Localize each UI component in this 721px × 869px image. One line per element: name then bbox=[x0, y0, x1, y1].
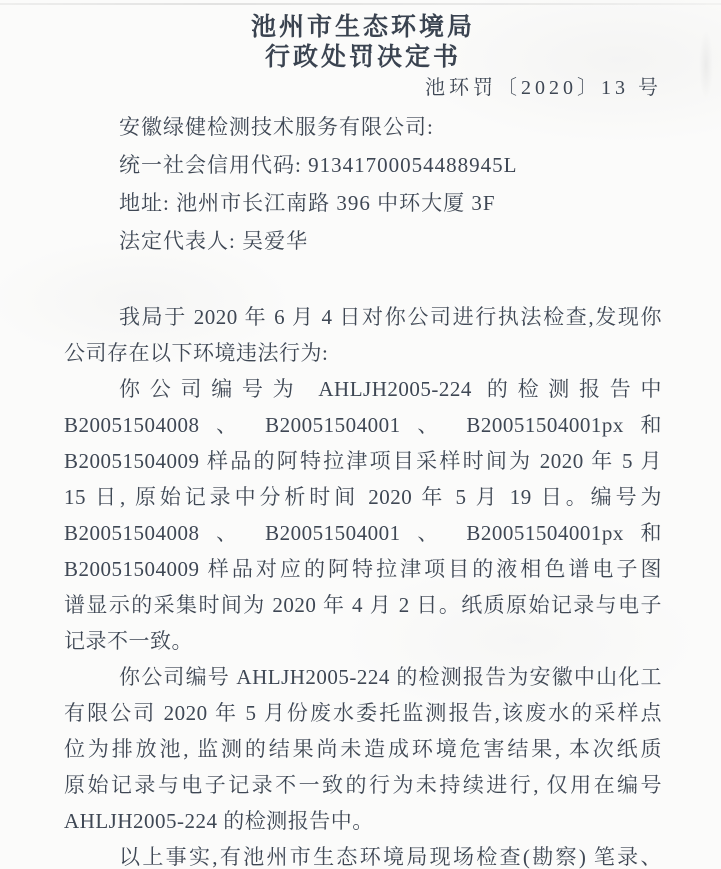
title-agency: 池州市生态环境局 bbox=[250, 14, 475, 41]
document-number: 池环罚〔2020〕13 号 bbox=[425, 77, 662, 99]
body-line: B20051504008 、 B20051504001 、 B20051504001px 和 bbox=[64, 521, 662, 545]
body-line: B20051504008 、 B20051504001 、 B20051504001px 和 bbox=[64, 413, 662, 437]
recipient-legal-representative: 法定代表人: 吴爱华 bbox=[119, 229, 309, 253]
recipient-credit-code: 统一社会信用代码: 91341700054488945L bbox=[119, 153, 518, 177]
title-doc-type: 行政处罚决定书 bbox=[264, 44, 461, 71]
body-line: 有限公司 2020 年 5 月份废水委托监测报告,该废水的采样点 bbox=[64, 701, 662, 725]
body-line: 位为排放池, 监测的结果尚未造成环境危害结果, 本次纸质 bbox=[64, 737, 662, 761]
scan-smudge-artifact bbox=[699, 30, 713, 100]
body-line: 谱显示的采集时间为 2020 年 4 月 2 日。纸质原始记录与电子 bbox=[64, 593, 662, 617]
body-line: 记录不一致。 bbox=[64, 629, 193, 653]
body-paragraph bbox=[64, 659, 662, 839]
document-title bbox=[64, 13, 662, 73]
body-paragraph bbox=[64, 371, 662, 659]
body-line: 我局于 2020 年 6 月 4 日对你公司进行执法检查,发现你 bbox=[119, 305, 662, 329]
body-line: 你公司编号为 AHLJH2005-224 的检测报告中 bbox=[119, 377, 662, 401]
body-line: 15 日, 原始记录中分析时间 2020 年 5 月 19 日。编号为 bbox=[64, 485, 662, 509]
body-line: 原始记录与电子记录不一致的行为未持续进行, 仅用在编号 bbox=[64, 773, 662, 797]
body-line: 以上事实,有池州市生态环境局现场检查(勘察) 笔录、 bbox=[119, 845, 662, 869]
recipient-block bbox=[119, 108, 662, 260]
body-paragraph bbox=[64, 839, 662, 869]
body-line: B20051504009 样品的阿特拉津项目采样时间为 2020 年 5 月 bbox=[64, 449, 662, 473]
scan-edge-artifact bbox=[0, 3, 721, 5]
body-line: 你公司编号 AHLJH2005-224 的检测报告为安徽中山化工 bbox=[119, 665, 662, 689]
recipient-address: 地址: 池州市长江南路 396 中环大厦 3F bbox=[119, 191, 496, 215]
body-line: B20051504009 样品对应的阿特拉津项目的液相色谱电子图 bbox=[64, 557, 662, 581]
document-body bbox=[64, 299, 662, 869]
body-line: AHLJH2005-224 的检测报告中。 bbox=[64, 809, 374, 833]
recipient-company: 安徽绿健检测技术服务有限公司: bbox=[119, 115, 434, 139]
body-line: 公司存在以下环境违法行为: bbox=[64, 341, 329, 365]
body-paragraph bbox=[64, 299, 662, 371]
